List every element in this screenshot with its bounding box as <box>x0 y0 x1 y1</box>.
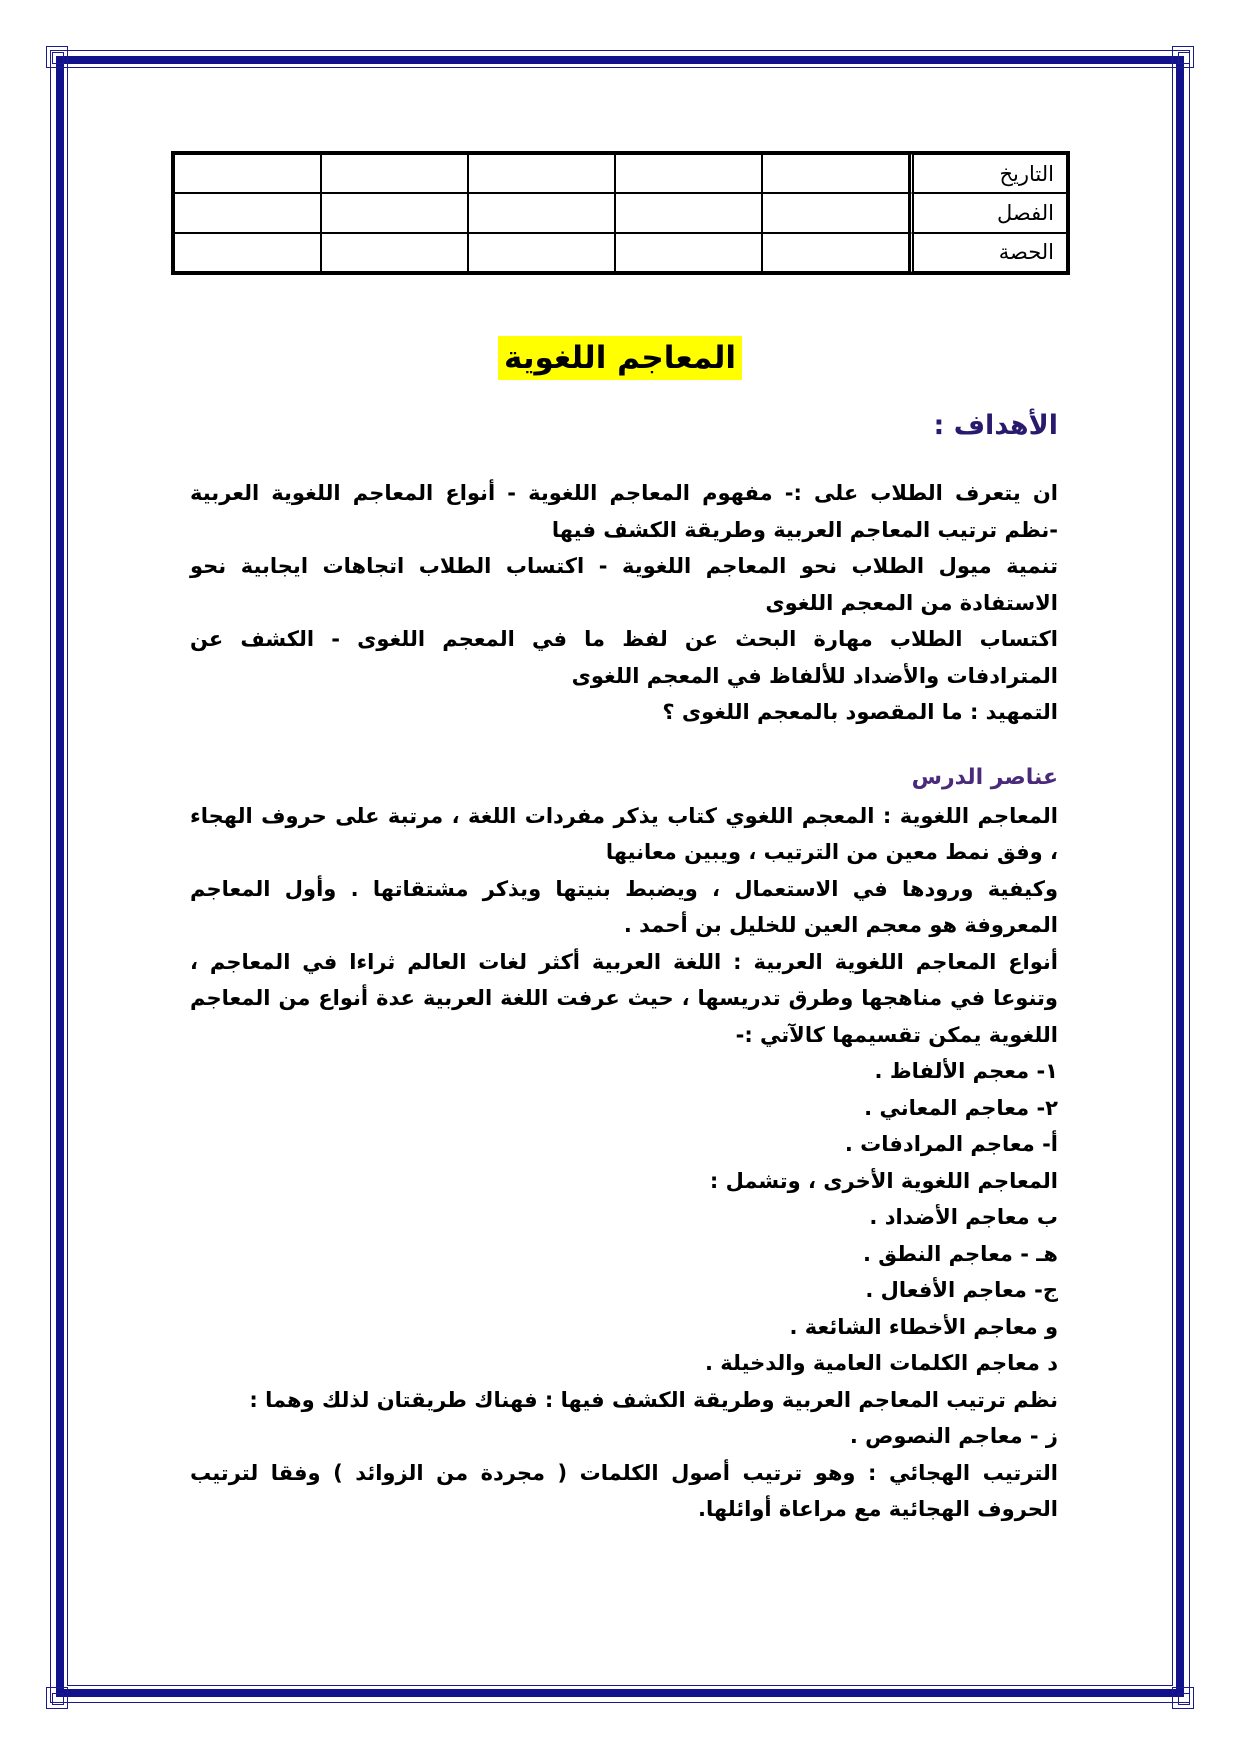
goals-heading: الأهداف : <box>933 410 1058 441</box>
table-cell <box>762 193 909 232</box>
table-row <box>174 154 1067 193</box>
list-item: المعاجم اللغوية الأخرى ، وتشمل : <box>709 1168 1058 1193</box>
border-corner-ornament <box>1172 1687 1194 1709</box>
lesson-paragraph: المعاجم اللغوية : المعجم اللغوي كتاب يذكر مفردات اللغة ، مرتبة على حروف الهجاء ، وفق نمط معين من الترتيب ، ويبين معانيها <box>190 803 1058 864</box>
table-cell <box>174 193 321 232</box>
lesson-paragraph: وكيفية ورودها في الاستعمال ، ويضبط بنيتها ويذكر مشتقاتها . وأول المعاجم المعروفة هو معجم العين للخليل بن أحمد . <box>190 876 1058 937</box>
table-cell <box>321 193 468 232</box>
border-corner-ornament <box>1172 46 1194 68</box>
list-item: ب معاجم الأضداد . <box>869 1205 1058 1229</box>
intro-paragraph: التمهيد : ما المقصود بالمعجم اللغوى ؟ <box>662 700 1058 724</box>
lesson-paragraph: أنواع المعاجم اللغوية العربية : اللغة العربية أكثر لغات العالم ثراءا في المعاجم ، وتنوعا في مناهجها وطرق تدريسها ، حيث عرفت اللغة العربية عدة أنواع من المعاجم اللغوية يمكن تقسيمها كالآتي :- <box>190 949 1058 1047</box>
title-wrapper <box>0 336 1240 380</box>
period-label: الحصة <box>909 233 1067 272</box>
lesson-paragraph: الترتيب الهجائي : وهو ترتيب أصول الكلمات ( مجردة من الزوائد ) وفقا لترتيب الحروف الهجائية مع مراعاة أوائلها. <box>190 1460 1058 1521</box>
list-item: د معاجم الكلمات العامية والدخيلة . <box>704 1351 1058 1375</box>
list-item: ز - معاجم النصوص . <box>849 1424 1058 1448</box>
table-cell <box>615 154 762 193</box>
list-item: ١- معجم الألفاظ . <box>874 1059 1058 1083</box>
table-cell <box>321 154 468 193</box>
list-item: ج- معاجم الأفعال . <box>865 1278 1058 1302</box>
class-label: الفصل <box>909 193 1067 232</box>
lesson-info-table <box>171 151 1070 275</box>
list-item: و معاجم الأخطاء الشائعة . <box>789 1314 1058 1339</box>
page-title: المعاجم اللغوية <box>498 336 742 380</box>
table-cell <box>468 154 615 193</box>
lesson-elements-heading: عناصر الدرس <box>911 764 1058 790</box>
list-item: ٢- معاجم المعاني . <box>864 1095 1058 1120</box>
lesson-content <box>190 410 1058 1528</box>
table-cell <box>174 154 321 193</box>
goal-paragraph: اكتساب الطلاب مهارة البحث عن لفظ ما في المعجم اللغوى - الكشف عن المترادفات والأضداد للألفاظ في المعجم اللغوى <box>190 627 1058 688</box>
list-item: أ- معاجم المرادفات . <box>844 1132 1058 1156</box>
table-cell <box>762 233 909 272</box>
table-cell <box>468 193 615 232</box>
border-corner-ornament <box>46 46 68 68</box>
goal-paragraph: ان يتعرف الطلاب على :- مفهوم المعاجم اللغوية - أنواع المعاجم اللغوية العربية -نظم ترتيب المعاجم العربية وطريقة الكشف فيها <box>190 481 1058 542</box>
table-cell <box>762 154 909 193</box>
table-row <box>174 193 1067 232</box>
table-cell <box>321 233 468 272</box>
table-row <box>174 233 1067 272</box>
table-cell <box>615 193 762 232</box>
table-cell <box>615 233 762 272</box>
list-item: نظم ترتيب المعاجم العربية وطريقة الكشف فيها : فهناك طريقتان لذلك وهما : <box>249 1387 1058 1412</box>
date-label: التاريخ <box>909 154 1067 193</box>
table-cell <box>468 233 615 272</box>
list-item: هـ - معاجم النطق . <box>862 1241 1058 1266</box>
table-cell <box>174 233 321 272</box>
goal-paragraph: تنمية ميول الطلاب نحو المعاجم اللغوية - اكتساب الطلاب اتجاهات ايجابية نحو الاستفادة من المعجم اللغوى <box>190 554 1058 615</box>
border-corner-ornament <box>46 1687 68 1709</box>
